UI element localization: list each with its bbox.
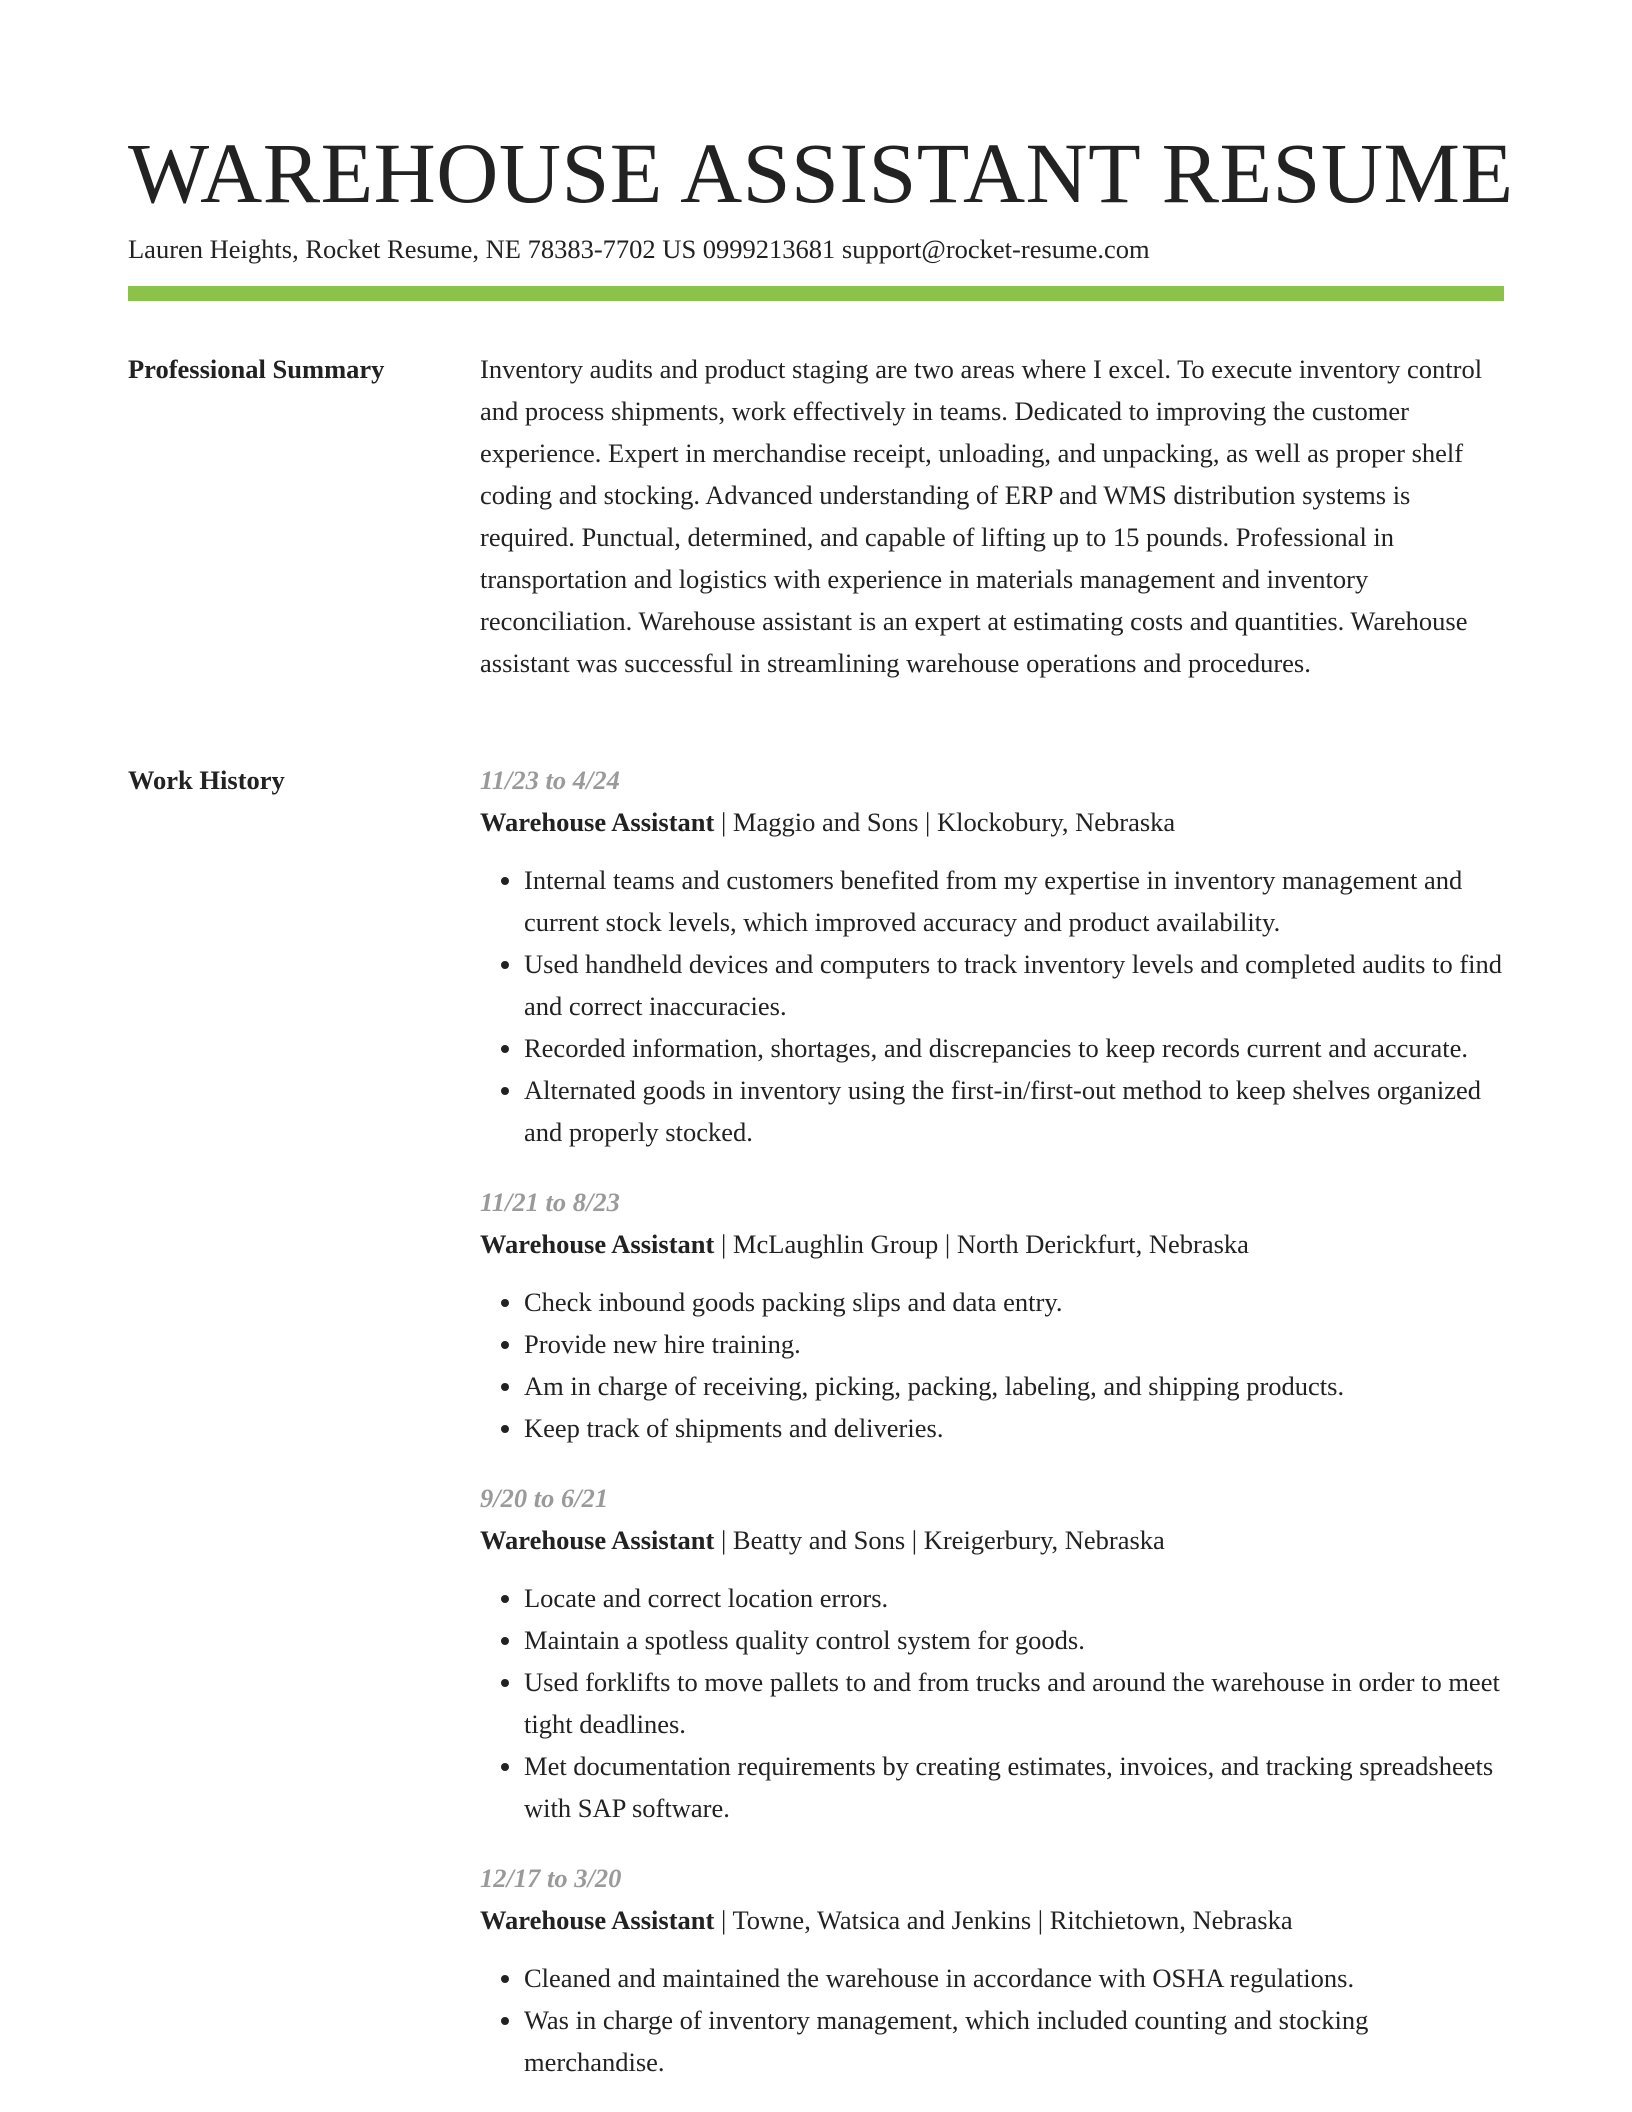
job-bullet-list: [480, 1281, 1504, 1449]
job-entry: [480, 1857, 1504, 2083]
job-bullet-list: [480, 1577, 1504, 1829]
job-role: Warehouse Assistant: [480, 1525, 715, 1555]
job-details: | Towne, Watsica and Jenkins | Ritchietown, Nebraska: [714, 1905, 1293, 1935]
job-role: Warehouse Assistant: [480, 807, 715, 837]
job-bullet: • Provide new hire training.: [524, 1323, 1504, 1365]
job-entry: [480, 759, 1504, 1153]
job-bullet: • Cleaned and maintained the warehouse in accordance with OSHA regulations.: [524, 1957, 1504, 1999]
summary-body: [480, 348, 1504, 684]
job-bullet: • Recorded information, shortages, and discrepancies to keep records current and accurate.: [524, 1027, 1504, 1069]
job-bullet: • Used forklifts to move pallets to and from trucks and around the warehouse in order to meet tight deadlines.: [524, 1661, 1504, 1745]
job-details: | McLaughlin Group | North Derickfurt, Nebraska: [714, 1229, 1249, 1259]
job-bullet-list: [480, 859, 1504, 1153]
job-bullet: • Check inbound goods packing slips and data entry.: [524, 1281, 1504, 1323]
job-bullet: • Maintain a spotless quality control system for goods.: [524, 1619, 1504, 1661]
job-details: | Maggio and Sons | Klockobury, Nebraska: [714, 807, 1176, 837]
job-dates: 12/17 to 3/20: [480, 1863, 622, 1893]
job-title-line: [480, 1899, 1504, 1941]
resume-title: WAREHOUSE ASSISTANT RESUME: [128, 125, 1514, 221]
job-role: Warehouse Assistant: [480, 1905, 715, 1935]
accent-divider: [128, 286, 1504, 301]
job-title-line: [480, 801, 1504, 843]
job-title-line: [480, 1223, 1504, 1265]
section-heading-work-history: Work History: [128, 765, 285, 795]
job-dates: 11/23 to 4/24: [480, 765, 620, 795]
job-entry: [480, 1181, 1504, 1449]
job-bullet-list: [480, 1957, 1504, 2083]
job-dates: 11/21 to 8/23: [480, 1187, 620, 1217]
job-details: | Beatty and Sons | Kreigerbury, Nebraska: [714, 1525, 1165, 1555]
job-bullet: • Internal teams and customers benefited from my expertise in inventory management and current stock levels, which improved accuracy and product availability.: [524, 859, 1504, 943]
job-bullet: • Met documentation requirements by creating estimates, invoices, and tracking spreadsheets with SAP software.: [524, 1745, 1504, 1829]
job-title-line: [480, 1519, 1504, 1561]
job-dates: 9/20 to 6/21: [480, 1483, 609, 1513]
section-heading-summary: Professional Summary: [128, 354, 385, 384]
job-bullet: • Keep track of shipments and deliveries.: [524, 1407, 1504, 1449]
work-history-body: [480, 759, 1504, 2111]
job-bullet: • Locate and correct location errors.: [524, 1577, 1504, 1619]
job-bullet: • Used handheld devices and computers to track inventory levels and completed audits to find and correct inaccuracies.: [524, 943, 1504, 1027]
contact-line: Lauren Heights, Rocket Resume, NE 78383-7702 US 0999213681 support@rocket-resume.com: [128, 234, 1150, 264]
job-entry: [480, 1477, 1504, 1829]
job-bullet: • Was in charge of inventory management, which included counting and stocking merchandise.: [524, 1999, 1504, 2083]
job-bullet: • Am in charge of receiving, picking, packing, labeling, and shipping products.: [524, 1365, 1504, 1407]
job-role: Warehouse Assistant: [480, 1229, 715, 1259]
job-bullet: • Alternated goods in inventory using the first-in/first-out method to keep shelves organized and properly stocked.: [524, 1069, 1504, 1153]
summary-text: Inventory audits and product staging are two areas where I excel. To execute inventory control and process shipments, work effectively in teams. Dedicated to improving the customer experience. Expert in merchandise receipt, unloading, and unpacking, as well as proper shelf coding and stocking. Advanced understanding of ERP and WMS distribution systems is required. Punctual, determined, and capable of lifting up to 15 pounds. Professional in transportation and logistics with experience in materials management and inventory reconciliation. Warehouse assistant is an expert at estimating costs and quantities. Warehouse assistant was successful in streamlining warehouse operations and procedures.: [480, 354, 1483, 678]
